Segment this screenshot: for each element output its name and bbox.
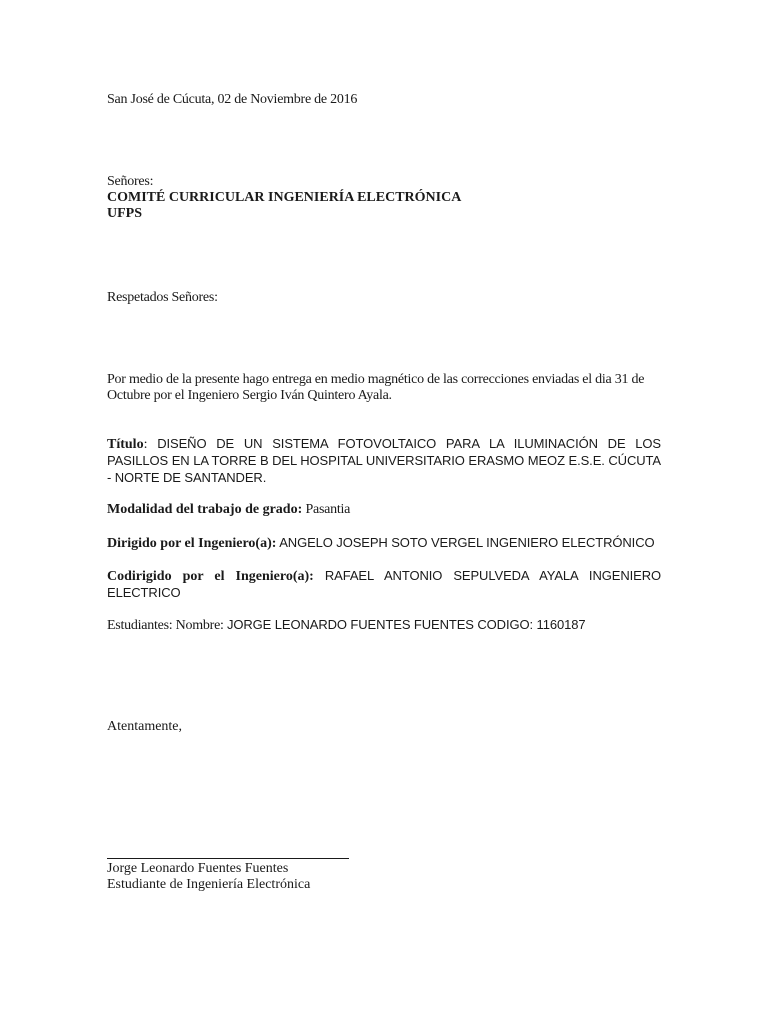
signature-role: Estudiante de Ingeniería Electrónica [107,877,311,892]
director-value: ANGELO JOSEPH SOTO VERGEL INGENIERO ELECTRÓNICO [276,535,655,550]
students-field [107,617,661,634]
director-label: Dirigido por el Ingeniero(a): [107,536,277,551]
date-line: San José de Cúcuta, 02 de Noviembre de 2016 [107,92,358,107]
modality-value: Pasantia [302,502,351,517]
modality-field [107,502,661,518]
recipient-block [107,174,661,222]
closing: Atentamente, [107,719,183,734]
greeting: Respetados Señores: [107,290,218,305]
signature-line [107,858,349,859]
title-value: DISEÑO DE UN SISTEMA FOTOVOLTAICO PARA LA ILUMINACIÓN DE LOS PASILLOS EN LA TORRE B DEL HOSPITAL UNIVERSITARIO ERASMO MEOZ E.S.E. CÚCUTA - NORTE DE SANTANDER. [107,436,661,485]
modality-label: Modalidad del trabajo de grado: [107,502,303,517]
signature-name: Jorge Leonardo Fuentes Fuentes [107,861,289,876]
title-separator: : [143,437,158,452]
students-value: JORGE LEONARDO FUENTES FUENTES CODIGO: 1160187 [226,617,586,632]
director-field [107,535,661,552]
title-field [107,436,661,487]
students-label: Estudiantes: Nombre: [107,618,227,633]
recipient-committee: COMITÉ CURRICULAR INGENIERÍA ELECTRÓNICA [107,190,462,205]
intro-paragraph: Por medio de la presente hago entrega en medio magnético de las correcciones enviadas el dia 31 de Octubre por el Ingeniero Sergio Iván Quintero Ayala. [107,372,645,403]
recipient-salutation: Señores: [107,174,154,189]
codirector-field [107,568,661,602]
codirector-label: Codirigido por el Ingeniero(a): [107,569,314,584]
title-label: Título [107,437,144,452]
signature-block [107,861,661,893]
codirector-value: RAFAEL ANTONIO SEPULVEDA AYALA INGENIERO ELECTRICO [107,568,661,600]
recipient-institution: UFPS [107,206,142,221]
